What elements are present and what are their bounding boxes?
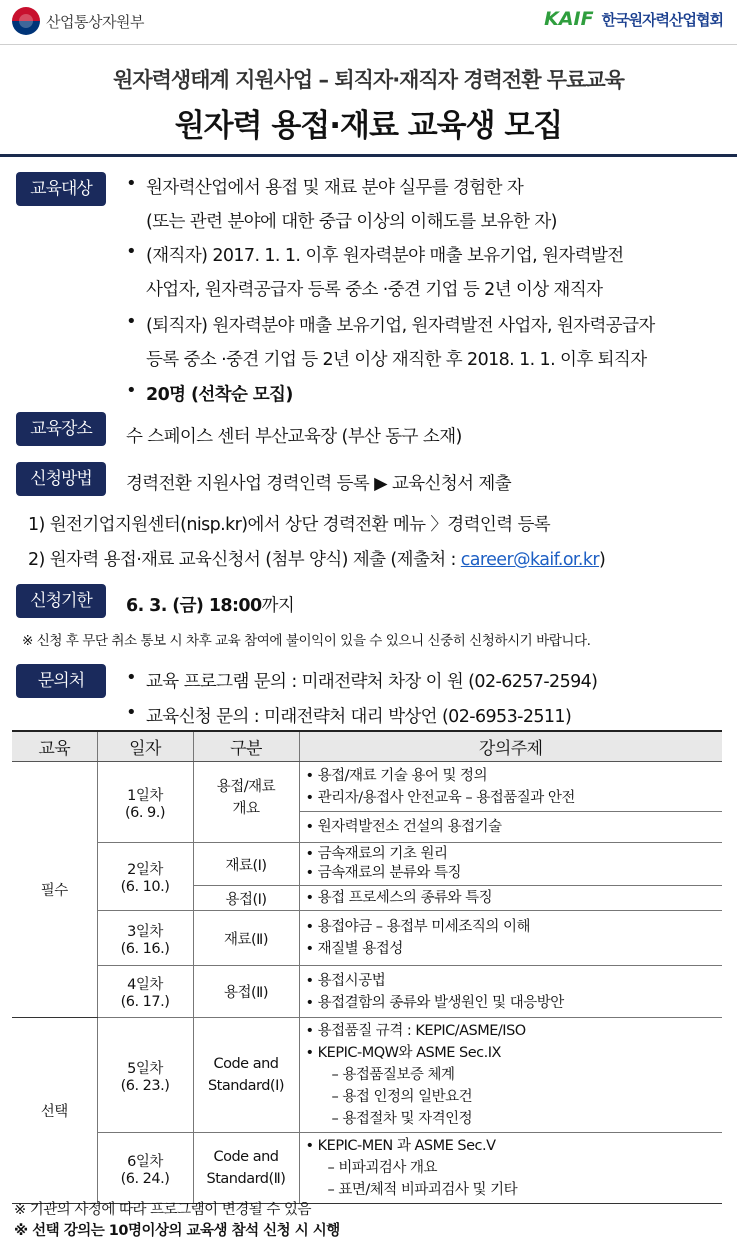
topic-item: • 재질별 용접성 bbox=[306, 938, 719, 960]
apply-step-2 bbox=[28, 546, 605, 571]
target-line-3: (재직자) 2017. 1. 1. 이후 원자력분야 매출 보유기업, 원자력발전 bbox=[146, 246, 624, 266]
table-row bbox=[12, 762, 722, 812]
group-required: 필수 bbox=[12, 762, 97, 1018]
subtopic-item: – 비파괴검사 개요 bbox=[327, 1160, 438, 1176]
category-cell: 용접(Ⅱ) bbox=[193, 966, 299, 1018]
contact-line-1: 교육 프로그램 문의 : 미래전략처 차장 이 원 (02-6257-2594) bbox=[146, 672, 598, 692]
day-date: (6. 24.) bbox=[120, 1170, 170, 1187]
topics-cell bbox=[299, 886, 722, 911]
association-logo bbox=[544, 8, 723, 30]
subtopic-item: – 용접절차 및 자격인정 bbox=[331, 1111, 473, 1127]
topic-item: • 금속재료의 분류와 특징 bbox=[306, 864, 719, 883]
day-cell bbox=[97, 966, 193, 1018]
topic-item: • 용접시공법 bbox=[306, 970, 719, 992]
header-divider bbox=[0, 44, 737, 45]
apply-step-2-text: 2) 원자력 용접·재료 교육신청서 (첨부 양식) 제출 (제출처 : bbox=[28, 550, 461, 570]
target-line-5: (퇴직자) 원자력분야 매출 보유기업, 원자력발전 사업자, 원자력공급자 bbox=[146, 316, 655, 336]
topic-item: • 원자력발전소 건설의 용접기술 bbox=[306, 816, 719, 838]
day-cell bbox=[97, 1018, 193, 1133]
topic-item: • 용접결함의 종류와 발생원인 및 대응방안 bbox=[306, 992, 719, 1014]
ministry-logo bbox=[12, 6, 144, 36]
taegeuk-emblem-icon bbox=[12, 7, 40, 35]
category-cell: Code and Standard(Ⅰ) bbox=[193, 1018, 299, 1133]
topics-cell bbox=[299, 812, 722, 843]
day-cell bbox=[97, 911, 193, 966]
schedule-table bbox=[12, 730, 722, 1204]
subtopic-item: – 용접 인정의 일반요건 bbox=[331, 1089, 473, 1105]
col-header-category: 구분 bbox=[193, 731, 299, 762]
topic-item: • 관리자/용접사 안전교육 – 용접품질과 안전 bbox=[306, 787, 719, 809]
col-header-course: 교육 bbox=[12, 731, 97, 762]
category-cell: 용접/재료 개요 bbox=[193, 762, 299, 843]
day-date: (6. 23.) bbox=[120, 1077, 170, 1094]
table-row bbox=[12, 843, 722, 886]
topic-item: • KEPIC-MEN 과 ASME Sec.V bbox=[306, 1135, 719, 1157]
apply-step-2-end: ) bbox=[599, 550, 606, 570]
topic-item: • 용접품질 규격 : KEPIC/ASME/ISO bbox=[306, 1020, 719, 1042]
topic-item: • 금속재료의 기초 원리 bbox=[306, 845, 719, 864]
kaif-logo-mark: KAIF bbox=[544, 8, 594, 30]
page-title: 원자력 용접·재료 교육생 모집 bbox=[174, 108, 563, 144]
day-label: 3일차 bbox=[127, 923, 163, 940]
bullet-icon: • bbox=[126, 667, 137, 688]
place-label: 교육장소 bbox=[16, 412, 106, 446]
day-cell bbox=[97, 1133, 193, 1204]
target-line-6: 등록 중소 ·중견 기업 등 2년 이상 재직한 후 2018. 1. 1. 이후 퇴직자 bbox=[146, 350, 647, 370]
topics-cell bbox=[299, 966, 722, 1018]
topic-item: • 용접야금 – 용접부 미세조직의 이해 bbox=[306, 916, 719, 938]
day-label: 1일차 bbox=[127, 787, 163, 804]
deadline-label: 신청기한 bbox=[16, 584, 106, 618]
target-capacity: 20명 (선착순 모집) bbox=[146, 385, 293, 405]
submission-email-link[interactable]: career@kaif.or.kr bbox=[460, 550, 600, 570]
col-header-day: 일자 bbox=[97, 731, 193, 762]
deadline-notice: ※ 신청 후 무단 취소 통보 시 차후 교육 참여에 불이익이 있을 수 있으니 신중히 신청하시기 바랍니다. bbox=[22, 633, 591, 649]
footnotes bbox=[14, 1200, 340, 1242]
footnote-2: ※ 선택 강의는 10명이상의 교육생 참석 신청 시 시행 bbox=[14, 1223, 340, 1239]
subtopic-item: – 표면/체적 비파괴검사 및 기타 bbox=[327, 1182, 518, 1198]
place-text: 수 스페이스 센터 부산교육장 (부산 동구 소재) bbox=[126, 427, 462, 447]
footnote-1: ※ 기관의 사정에 따라 프로그램이 변경될 수 있음 bbox=[14, 1202, 312, 1218]
category-cell: 용접(Ⅰ) bbox=[193, 886, 299, 911]
bullet-icon: • bbox=[126, 173, 137, 194]
page-subtitle: 원자력생태계 지원사업 – 퇴직자·재직자 경력전환 무료교육 bbox=[113, 68, 624, 92]
topics-cell bbox=[299, 1018, 722, 1133]
category-cell: 재료(Ⅱ) bbox=[193, 911, 299, 966]
contact-line-2: 교육신청 문의 : 미래전략처 대리 박상언 (02-6953-2511) bbox=[146, 707, 572, 727]
day-date: (6. 9.) bbox=[124, 804, 166, 821]
topic-item: • KEPIC-MQW와 ASME Sec.IX bbox=[306, 1042, 719, 1064]
col-header-topic: 강의주제 bbox=[299, 731, 722, 762]
category-cell: 재료(Ⅰ) bbox=[193, 843, 299, 886]
category-cell: Code and Standard(Ⅱ) bbox=[193, 1133, 299, 1204]
table-row bbox=[12, 1018, 722, 1133]
deadline-suffix: 까지 bbox=[261, 596, 295, 616]
apply-label: 신청방법 bbox=[16, 462, 106, 496]
apply-text: 경력전환 지원사업 경력인력 등록 ▶ 교육신청서 제출 bbox=[126, 474, 512, 494]
apply-step-1: 1) 원전기업지원센터(nisp.kr)에서 상단 경력전환 메뉴 〉경력인력 등록 bbox=[28, 515, 551, 535]
table-row bbox=[12, 1133, 722, 1204]
topic-item: • 용접/재료 기술 용어 및 정의 bbox=[306, 765, 719, 787]
table-header-row bbox=[12, 731, 722, 762]
topic-item: • 용접 프로세스의 종류와 특징 bbox=[306, 888, 719, 908]
association-name: 한국원자력산업협회 bbox=[601, 10, 723, 29]
table-row bbox=[12, 966, 722, 1018]
day-label: 2일차 bbox=[127, 862, 163, 878]
topics-cell bbox=[299, 911, 722, 966]
contact-label: 문의처 bbox=[16, 664, 106, 698]
day-label: 5일차 bbox=[127, 1060, 163, 1077]
bullet-icon: • bbox=[126, 702, 137, 723]
deadline-text bbox=[126, 592, 294, 617]
group-elective: 선택 bbox=[12, 1018, 97, 1204]
target-line-2: (또는 관련 분야에 대한 중급 이상의 이해도를 보유한 자) bbox=[146, 212, 557, 232]
target-line-4: 사업자, 원자력공급자 등록 중소 ·중견 기업 등 2년 이상 재직자 bbox=[146, 280, 603, 300]
day-label: 4일차 bbox=[127, 977, 163, 993]
topics-cell bbox=[299, 762, 722, 812]
day-date: (6. 10.) bbox=[120, 879, 170, 895]
day-label: 6일차 bbox=[127, 1153, 163, 1170]
deadline-date: 6. 3. (금) 18:00 bbox=[126, 596, 262, 616]
bullet-icon: • bbox=[126, 380, 137, 401]
day-date: (6. 17.) bbox=[120, 994, 170, 1010]
table-row bbox=[12, 911, 722, 966]
day-cell bbox=[97, 762, 193, 843]
day-date: (6. 16.) bbox=[120, 940, 170, 957]
target-line-1: 원자력산업에서 용접 및 재료 분야 실무를 경험한 자 bbox=[146, 178, 524, 198]
topics-cell bbox=[299, 843, 722, 886]
day-cell bbox=[97, 843, 193, 911]
target-label: 교육대상 bbox=[16, 172, 106, 206]
ministry-name: 산업통상자원부 bbox=[46, 12, 144, 31]
title-divider bbox=[0, 154, 737, 157]
topics-cell bbox=[299, 1133, 722, 1204]
bullet-icon: • bbox=[126, 241, 137, 262]
bullet-icon: • bbox=[126, 311, 137, 332]
subtopic-item: – 용접품질보증 체계 bbox=[331, 1067, 455, 1083]
